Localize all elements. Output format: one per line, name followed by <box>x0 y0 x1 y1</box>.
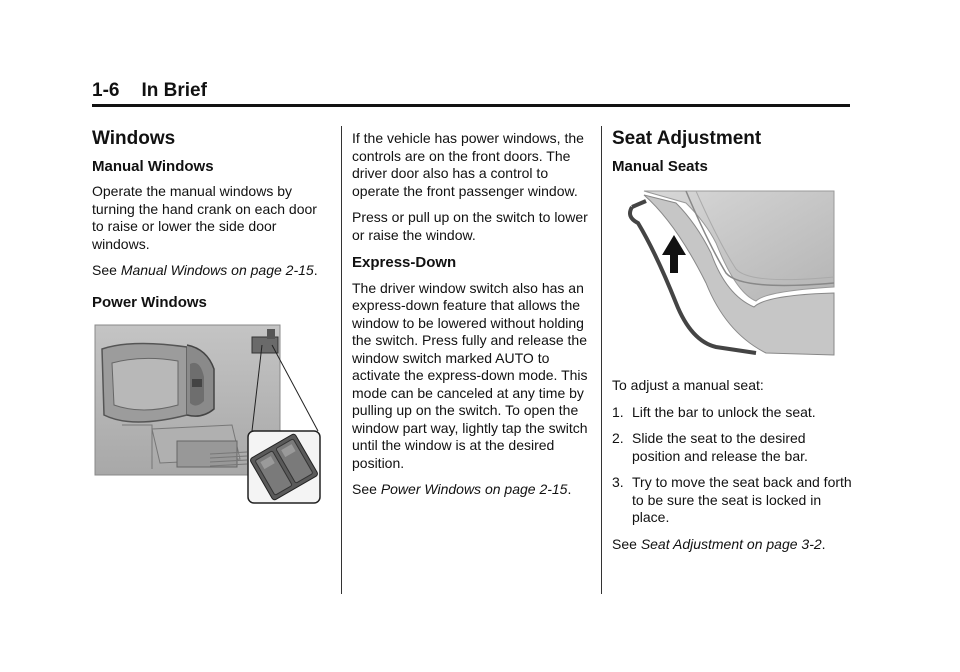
manual-seats-heading: Manual Seats <box>612 157 708 175</box>
see-suffix: . <box>567 481 572 497</box>
list-item <box>612 430 852 465</box>
manual-windows-see <box>92 262 332 280</box>
manual-windows-heading: Manual Windows <box>92 157 214 175</box>
windows-heading: Windows <box>92 128 176 149</box>
column-divider <box>341 126 342 594</box>
seat-intro-text: To adjust a manual seat: <box>612 377 764 393</box>
step-text: Try to move the seat back and forth to be sure the seat is locked in place. <box>632 474 852 525</box>
seat-adjustment-see <box>612 536 852 554</box>
power-windows-see <box>352 481 592 499</box>
power-windows-heading: Power Windows <box>92 293 207 311</box>
power-windows-reference: Power Windows on page 2-15 <box>380 481 568 497</box>
step-text: Lift the bar to unlock the seat. <box>632 403 816 420</box>
list-item <box>612 404 852 422</box>
see-prefix: See <box>612 535 637 552</box>
seat-steps-list <box>612 404 852 527</box>
see-suffix: . <box>313 262 318 278</box>
express-down-text: The driver window switch also has an express-down feature that allows the window to be lowered without holding the switch. Press fully and release the window switch marked AUTO to activate the express-down mode. This mode can be canceled at any time by pulling up on the switch. To open the window part way, lightly tap the switch until the window is at the desired position. <box>352 279 588 471</box>
column-windows <box>92 122 332 509</box>
see-prefix: See <box>92 262 117 278</box>
column-power-windows <box>352 130 592 508</box>
list-item <box>612 474 852 527</box>
step-text: Slide the seat to the desired position and release the bar. <box>632 430 808 464</box>
seat-adjustment-reference: Seat Adjustment on page 3-2 <box>640 535 822 552</box>
step-number: 3. <box>612 474 624 490</box>
column-divider <box>601 126 602 594</box>
header-rule <box>92 104 850 107</box>
see-prefix: See <box>352 481 377 497</box>
page-number: 1-6 <box>92 80 120 101</box>
express-down-heading: Express-Down <box>352 254 457 271</box>
page-header <box>92 80 207 102</box>
column-seat-adjustment <box>612 122 852 562</box>
manual-windows-reference: Manual Windows on page 2-15 <box>120 262 314 278</box>
section-title: In Brief <box>141 80 207 101</box>
step-number: 1. <box>612 403 624 420</box>
see-suffix: . <box>821 535 826 552</box>
power-windows-text: If the vehicle has power windows, the controls are on the front doors. The driver door also has a control to operate the front passenger window. <box>352 130 584 199</box>
manual-seat-illustration <box>616 183 842 363</box>
manual-windows-text: Operate the manual windows by turning the hand crank on each door to raise or lower the side door windows. <box>92 183 317 252</box>
step-number: 2. <box>612 430 624 446</box>
seat-adjustment-heading: Seat Adjustment <box>612 128 762 149</box>
power-window-switch-illustration <box>92 319 328 509</box>
power-windows-switch-text: Press or pull up on the switch to lower or raise the window. <box>352 209 588 243</box>
